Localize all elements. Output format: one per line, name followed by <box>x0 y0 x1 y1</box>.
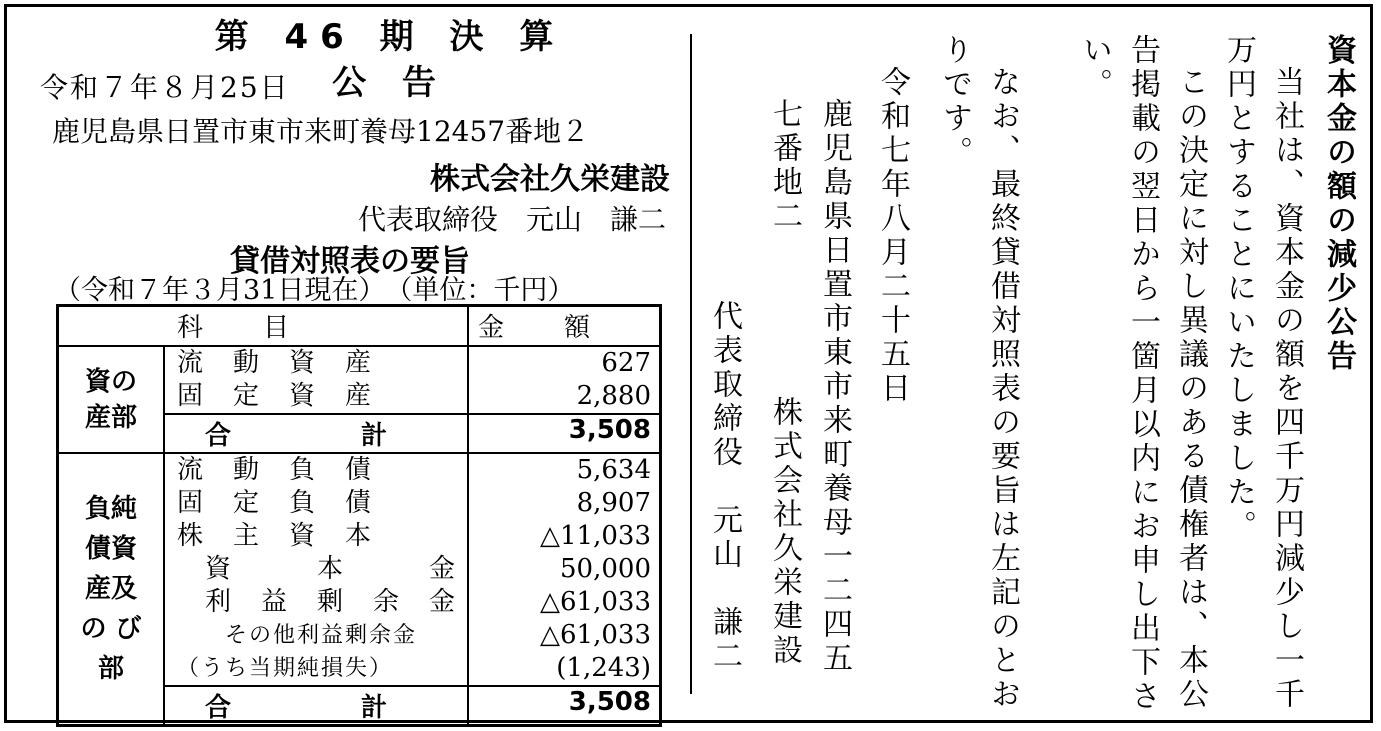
address-vertical: 鹿児島県日置市東市来町養母一二四五 <box>817 98 852 676</box>
assets-items <box>164 346 468 414</box>
liabilities-total: 3,508 <box>468 686 661 726</box>
list-item: 利 益 剰 余 金 <box>177 587 458 617</box>
company-name-vertical: 株式会社久栄建設 <box>767 396 802 668</box>
notice-line: 当社は、資本金の額を四千万円減少し一千 <box>1269 66 1304 712</box>
notice-line: 告掲載の翌日から一箇月以内にお申し出下さ <box>1125 34 1160 714</box>
company-address: 鹿児島県日置市東市来町養母12457番地２ <box>52 115 590 148</box>
header-item: 科目 <box>58 306 469 347</box>
value: △11,033 <box>540 521 651 551</box>
value: (1,243) <box>556 653 651 683</box>
representative-vertical: 代表取締役 元山 謙二 <box>707 300 742 674</box>
column-divider <box>690 34 692 694</box>
list-item: 流 動 負 債 <box>177 455 374 485</box>
list-item: 株 主 資 本 <box>177 521 374 551</box>
assets-values <box>468 346 661 414</box>
capital-reduction-title: 資本金の額の減少公告 <box>1321 34 1356 374</box>
header-amount: 金額 <box>468 306 661 347</box>
list-item: その他利益剰余金 <box>177 623 418 648</box>
notice-line: りです。 <box>937 34 972 170</box>
liabilities-values <box>468 453 661 686</box>
list-item: 固 定 負 債 <box>177 488 374 518</box>
value: 2,880 <box>576 381 651 411</box>
value: 8,907 <box>576 488 651 518</box>
notice-line: 万円とすることにいたしました。 <box>1221 34 1256 544</box>
notice-line: この決定に対し異議のある債権者は、本公 <box>1173 66 1208 712</box>
value: △61,033 <box>540 587 651 617</box>
liabilities-section-label: 負純債資産及の び部 <box>58 453 165 726</box>
table-header-row <box>58 306 661 347</box>
value: 5,634 <box>576 455 651 485</box>
value: △61,033 <box>540 620 651 650</box>
liabilities-items <box>164 453 468 686</box>
value: 50,000 <box>560 554 651 584</box>
assets-section-label: 資の産部 <box>58 346 165 453</box>
balance-sheet-title: 貸借対照表の要旨 <box>230 244 470 279</box>
notice-title: 第 46 期 決 算 公 告 <box>214 17 566 103</box>
representative: 代表取締役 元山 謙二 <box>357 203 666 236</box>
notice-date: 令和７年８月25日 <box>40 71 290 104</box>
balance-sheet-table <box>56 304 662 727</box>
list-item: 固 定 資 産 <box>177 381 374 411</box>
notice-line: い。 <box>1077 34 1112 102</box>
notice-date-vertical: 令和七年八月二十五日 <box>875 66 910 406</box>
notice-line: なお、最終貸借対照表の要旨は左記のとお <box>985 66 1020 712</box>
assets-total-label: 合 計 <box>164 414 468 453</box>
address-vertical-cont: 七番地二 <box>767 98 802 234</box>
liabilities-row <box>58 453 661 686</box>
list-item: （うち当期純損失） <box>177 656 394 681</box>
balance-sheet-subtitle: （令和７年３月31日現在） （単位：千円） <box>54 275 575 306</box>
assets-total: 3,508 <box>468 414 661 453</box>
list-item: 流 動 資 産 <box>177 348 374 378</box>
value: 627 <box>601 348 651 378</box>
company-name: 株式会社久栄建設 <box>430 162 670 197</box>
liabilities-total-label: 合 計 <box>164 686 468 726</box>
assets-row <box>58 346 661 414</box>
list-item: 資 本 金 <box>177 554 458 584</box>
